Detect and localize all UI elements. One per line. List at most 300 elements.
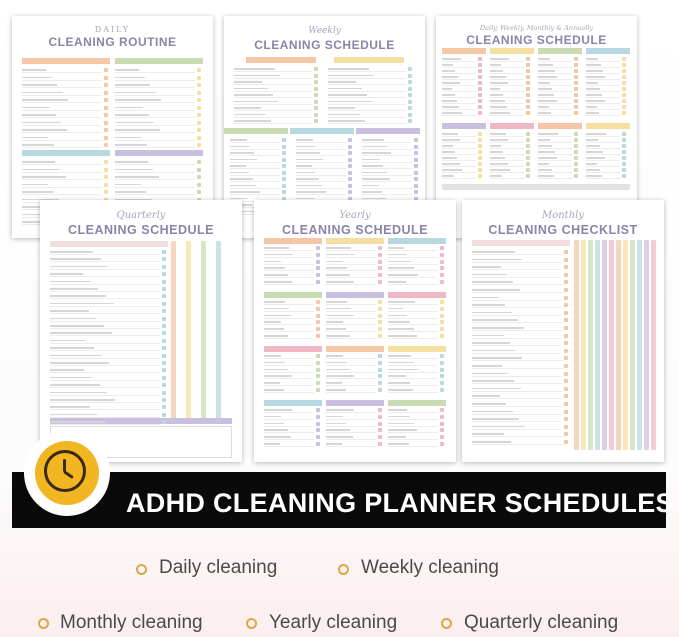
checkbox[interactable] [282, 158, 286, 162]
checkbox[interactable] [378, 300, 382, 304]
checkbox[interactable] [378, 327, 382, 331]
checkbox[interactable] [104, 91, 108, 95]
checkbox[interactable] [564, 265, 568, 269]
checkbox[interactable] [162, 302, 166, 306]
checkbox[interactable] [162, 361, 166, 365]
checkbox[interactable] [316, 300, 320, 304]
checkbox[interactable] [104, 113, 108, 117]
checkbox[interactable] [574, 144, 578, 148]
checkbox[interactable] [162, 420, 166, 424]
checkbox[interactable] [478, 69, 482, 73]
checkbox[interactable] [440, 435, 444, 439]
checkbox[interactable] [478, 105, 482, 109]
task-text-line [326, 274, 350, 276]
checkbox[interactable] [564, 372, 568, 376]
checkbox[interactable] [440, 246, 444, 250]
checkbox[interactable] [478, 75, 482, 79]
checkbox[interactable] [378, 388, 382, 392]
checkbox[interactable] [440, 408, 444, 412]
checkbox[interactable] [316, 415, 320, 419]
checkbox[interactable] [622, 75, 626, 79]
checkbox[interactable] [574, 132, 578, 136]
checkbox[interactable] [564, 417, 568, 421]
checkbox[interactable] [378, 354, 382, 358]
checkbox[interactable] [197, 128, 201, 132]
checkbox[interactable] [162, 317, 166, 321]
checkbox[interactable] [162, 280, 166, 284]
checkbox[interactable] [574, 168, 578, 172]
checkbox[interactable] [316, 314, 320, 318]
checkbox[interactable] [378, 314, 382, 318]
checkbox[interactable] [104, 121, 108, 125]
checkbox[interactable] [378, 246, 382, 250]
checkbox[interactable] [622, 87, 626, 91]
checkbox[interactable] [564, 273, 568, 277]
checkbox[interactable] [414, 151, 418, 155]
checkbox[interactable] [564, 288, 568, 292]
checkbox[interactable] [162, 257, 166, 261]
task-row [296, 138, 346, 143]
task-text-line [472, 289, 520, 291]
checkbox[interactable] [564, 341, 568, 345]
checkbox[interactable] [282, 164, 286, 168]
task-row [50, 376, 160, 381]
checkbox[interactable] [378, 422, 382, 426]
checkbox[interactable] [564, 326, 568, 330]
checkbox[interactable] [526, 144, 530, 148]
checkbox[interactable] [622, 63, 626, 67]
checkbox[interactable] [574, 69, 578, 73]
checkbox[interactable] [622, 81, 626, 85]
checkbox[interactable] [414, 184, 418, 188]
checkbox[interactable] [104, 98, 108, 102]
checkbox[interactable] [440, 388, 444, 392]
checkbox[interactable] [348, 190, 352, 194]
checkbox[interactable] [526, 69, 530, 73]
checkbox[interactable] [574, 174, 578, 178]
checkbox[interactable] [574, 111, 578, 115]
checkbox[interactable] [526, 87, 530, 91]
checkbox[interactable] [104, 143, 108, 147]
checkbox[interactable] [440, 266, 444, 270]
checkbox[interactable] [622, 93, 626, 97]
checkbox[interactable] [478, 174, 482, 178]
task-row [538, 111, 572, 116]
checkbox[interactable] [526, 93, 530, 97]
checkbox[interactable] [316, 280, 320, 284]
checkbox[interactable] [378, 381, 382, 385]
checkbox[interactable] [564, 303, 568, 307]
checkbox[interactable] [574, 156, 578, 160]
checkbox[interactable] [564, 394, 568, 398]
checkbox[interactable] [440, 253, 444, 257]
checkbox[interactable] [316, 246, 320, 250]
checkbox[interactable] [564, 318, 568, 322]
checkbox[interactable] [316, 320, 320, 324]
checkbox[interactable] [622, 111, 626, 115]
checkbox[interactable] [564, 410, 568, 414]
checkbox[interactable] [104, 106, 108, 110]
checkbox[interactable] [162, 250, 166, 254]
checkbox[interactable] [348, 151, 352, 155]
checkbox[interactable] [564, 425, 568, 429]
checkbox[interactable] [348, 184, 352, 188]
checkbox[interactable] [564, 334, 568, 338]
checkbox[interactable] [622, 150, 626, 154]
checkbox[interactable] [378, 374, 382, 378]
checkbox[interactable] [162, 413, 166, 417]
checkbox[interactable] [104, 128, 108, 132]
task-row [538, 99, 572, 104]
checkbox[interactable] [526, 57, 530, 61]
checkbox[interactable] [574, 81, 578, 85]
checkbox[interactable] [162, 265, 166, 269]
task-row [388, 260, 438, 265]
checkbox[interactable] [564, 311, 568, 315]
checkbox[interactable] [282, 177, 286, 181]
checkbox[interactable] [104, 175, 108, 179]
checkbox[interactable] [378, 253, 382, 257]
checkbox[interactable] [197, 143, 201, 147]
checkbox[interactable] [564, 432, 568, 436]
task-text-line [490, 145, 501, 147]
checkbox[interactable] [622, 138, 626, 142]
checkbox[interactable] [314, 74, 318, 78]
checkbox[interactable] [282, 171, 286, 175]
checkbox[interactable] [574, 99, 578, 103]
checkbox[interactable] [622, 57, 626, 61]
checkbox[interactable] [526, 105, 530, 109]
checkbox[interactable] [378, 273, 382, 277]
page-subtitle: Monthly [541, 210, 584, 221]
checkbox[interactable] [378, 368, 382, 372]
checkbox[interactable] [197, 98, 201, 102]
checkbox[interactable] [414, 145, 418, 149]
checkbox[interactable] [348, 158, 352, 162]
checkbox[interactable] [314, 80, 318, 84]
task-row [472, 273, 562, 278]
checkbox[interactable] [197, 68, 201, 72]
checkbox[interactable] [197, 183, 201, 187]
checkbox[interactable] [526, 162, 530, 166]
checkbox[interactable] [440, 368, 444, 372]
checkbox[interactable] [162, 339, 166, 343]
checkbox[interactable] [316, 388, 320, 392]
checkbox[interactable] [162, 368, 166, 372]
checkbox[interactable] [574, 105, 578, 109]
checkbox[interactable] [378, 415, 382, 419]
checkbox[interactable] [316, 435, 320, 439]
checkbox[interactable] [162, 309, 166, 313]
checkbox[interactable] [378, 280, 382, 284]
checkbox[interactable] [440, 354, 444, 358]
checkbox[interactable] [526, 111, 530, 115]
checkbox[interactable] [574, 57, 578, 61]
checkbox[interactable] [526, 168, 530, 172]
checkbox[interactable] [314, 113, 318, 117]
task-row [586, 75, 620, 80]
checkbox[interactable] [316, 334, 320, 338]
checkbox[interactable] [622, 174, 626, 178]
checkbox[interactable] [348, 138, 352, 142]
task-row [490, 57, 524, 62]
checkbox[interactable] [622, 168, 626, 172]
checkbox[interactable] [564, 280, 568, 284]
checkbox[interactable] [564, 402, 568, 406]
checkbox[interactable] [440, 361, 444, 365]
checkbox[interactable] [440, 381, 444, 385]
checkbox[interactable] [574, 150, 578, 154]
checkbox[interactable] [316, 361, 320, 365]
checkbox[interactable] [408, 106, 412, 110]
checkbox[interactable] [408, 67, 412, 71]
checkbox[interactable] [478, 162, 482, 166]
checkbox[interactable] [316, 428, 320, 432]
checkbox[interactable] [414, 158, 418, 162]
checkbox[interactable] [440, 280, 444, 284]
checkbox[interactable] [162, 272, 166, 276]
checkbox[interactable] [564, 296, 568, 300]
checkbox[interactable] [104, 183, 108, 187]
checkbox[interactable] [197, 175, 201, 179]
checkbox[interactable] [414, 164, 418, 168]
task-row [234, 100, 312, 105]
checkbox[interactable] [162, 383, 166, 387]
checkbox[interactable] [378, 260, 382, 264]
checkbox[interactable] [408, 93, 412, 97]
checkbox[interactable] [197, 160, 201, 164]
checkbox[interactable] [574, 93, 578, 97]
checkbox[interactable] [316, 273, 320, 277]
checkbox[interactable] [478, 156, 482, 160]
checkbox[interactable] [440, 422, 444, 426]
checkbox[interactable] [348, 171, 352, 175]
task-text-line [264, 369, 288, 371]
checkbox[interactable] [564, 349, 568, 353]
checkbox[interactable] [526, 75, 530, 79]
checkbox[interactable] [440, 260, 444, 264]
checkbox[interactable] [574, 63, 578, 67]
checkbox[interactable] [162, 324, 166, 328]
checkbox[interactable] [622, 99, 626, 103]
checkbox[interactable] [440, 320, 444, 324]
checkbox[interactable] [197, 106, 201, 110]
checkbox[interactable] [408, 100, 412, 104]
checkbox[interactable] [282, 138, 286, 142]
checkbox[interactable] [282, 190, 286, 194]
checkbox[interactable] [378, 334, 382, 338]
checkbox[interactable] [478, 99, 482, 103]
checkbox[interactable] [440, 307, 444, 311]
checkbox[interactable] [526, 99, 530, 103]
checkbox[interactable] [478, 150, 482, 154]
checkbox[interactable] [378, 408, 382, 412]
checkbox[interactable] [478, 132, 482, 136]
checkbox[interactable] [622, 105, 626, 109]
checkbox[interactable] [282, 184, 286, 188]
checkbox[interactable] [197, 91, 201, 95]
checkbox[interactable] [440, 374, 444, 378]
checkbox[interactable] [478, 168, 482, 172]
checkbox[interactable] [414, 171, 418, 175]
checkbox[interactable] [408, 74, 412, 78]
checkbox[interactable] [162, 287, 166, 291]
checkbox[interactable] [104, 136, 108, 140]
checkbox[interactable] [478, 87, 482, 91]
checkbox[interactable] [378, 428, 382, 432]
checkbox[interactable] [622, 144, 626, 148]
checkbox[interactable] [622, 132, 626, 136]
checkbox[interactable] [316, 374, 320, 378]
checkbox[interactable] [282, 145, 286, 149]
checkbox[interactable] [408, 119, 412, 123]
checkbox[interactable] [316, 354, 320, 358]
checkbox[interactable] [622, 162, 626, 166]
checkbox[interactable] [414, 190, 418, 194]
checkbox[interactable] [197, 136, 201, 140]
task-text-line [50, 392, 107, 394]
checkbox[interactable] [414, 177, 418, 181]
checkbox[interactable] [478, 81, 482, 85]
checkbox[interactable] [564, 364, 568, 368]
checkbox[interactable] [440, 273, 444, 277]
checkbox[interactable] [162, 354, 166, 358]
page-title: CLEANING SCHEDULE [67, 223, 214, 237]
task-row [264, 320, 314, 325]
checkbox[interactable] [574, 75, 578, 79]
checkbox[interactable] [316, 253, 320, 257]
task-row [490, 162, 524, 167]
checkbox[interactable] [316, 327, 320, 331]
checkbox[interactable] [104, 190, 108, 194]
task-row [472, 341, 562, 346]
checkbox[interactable] [104, 160, 108, 164]
checkbox[interactable] [197, 113, 201, 117]
checkbox[interactable] [314, 67, 318, 71]
task-row [586, 174, 620, 179]
checkbox[interactable] [104, 76, 108, 80]
checkbox[interactable] [162, 405, 166, 409]
checkbox[interactable] [408, 87, 412, 91]
checkbox[interactable] [162, 376, 166, 380]
checkbox[interactable] [314, 106, 318, 110]
checkbox[interactable] [316, 266, 320, 270]
checkbox[interactable] [378, 320, 382, 324]
task-row [388, 307, 438, 312]
checkbox[interactable] [316, 260, 320, 264]
checkbox[interactable] [478, 63, 482, 67]
checkbox[interactable] [564, 440, 568, 444]
checkbox[interactable] [622, 69, 626, 73]
task-text-line [50, 251, 93, 253]
checkbox[interactable] [478, 57, 482, 61]
checkbox[interactable] [526, 156, 530, 160]
checkbox[interactable] [378, 266, 382, 270]
checkbox[interactable] [440, 428, 444, 432]
task-row [22, 128, 102, 133]
checkbox[interactable] [162, 294, 166, 298]
checkbox[interactable] [348, 177, 352, 181]
checkbox[interactable] [414, 138, 418, 142]
checkbox[interactable] [104, 83, 108, 87]
checkbox[interactable] [378, 442, 382, 446]
checkbox[interactable] [197, 121, 201, 125]
checkbox[interactable] [564, 258, 568, 262]
day-header [538, 123, 582, 129]
checkbox[interactable] [526, 81, 530, 85]
checkbox[interactable] [564, 356, 568, 360]
checkbox[interactable] [378, 435, 382, 439]
checkbox[interactable] [564, 387, 568, 391]
checkbox[interactable] [197, 168, 201, 172]
task-text-line [442, 106, 459, 108]
checkbox[interactable] [282, 151, 286, 155]
checkbox[interactable] [440, 334, 444, 338]
task-row [388, 428, 438, 433]
checkbox[interactable] [162, 346, 166, 350]
checkbox[interactable] [478, 111, 482, 115]
checkbox[interactable] [574, 138, 578, 142]
checkbox[interactable] [478, 138, 482, 142]
checkbox[interactable] [197, 76, 201, 80]
checkbox[interactable] [197, 83, 201, 87]
checkbox[interactable] [564, 250, 568, 254]
checkbox[interactable] [526, 174, 530, 178]
checkbox[interactable] [564, 379, 568, 383]
checkbox[interactable] [314, 100, 318, 104]
checkbox[interactable] [440, 314, 444, 318]
checkbox[interactable] [348, 164, 352, 168]
task-text-line [538, 139, 550, 141]
checkbox[interactable] [408, 80, 412, 84]
checkbox[interactable] [316, 307, 320, 311]
checkbox[interactable] [316, 381, 320, 385]
checkbox[interactable] [440, 415, 444, 419]
checkbox[interactable] [526, 132, 530, 136]
checkbox[interactable] [440, 327, 444, 331]
checkbox[interactable] [440, 442, 444, 446]
checkbox[interactable] [162, 398, 166, 402]
checkbox[interactable] [314, 119, 318, 123]
checkbox[interactable] [408, 113, 412, 117]
checkbox[interactable] [316, 442, 320, 446]
checkbox[interactable] [622, 156, 626, 160]
checkbox[interactable] [574, 87, 578, 91]
checkbox[interactable] [478, 93, 482, 97]
checkbox[interactable] [440, 300, 444, 304]
checkbox[interactable] [378, 361, 382, 365]
checkbox[interactable] [104, 168, 108, 172]
checkbox[interactable] [316, 422, 320, 426]
checkbox[interactable] [526, 150, 530, 154]
checkbox[interactable] [162, 391, 166, 395]
checkbox[interactable] [574, 162, 578, 166]
checkbox[interactable] [348, 145, 352, 149]
day-header [538, 48, 582, 54]
checkbox[interactable] [316, 368, 320, 372]
task-row [538, 87, 572, 92]
checkbox[interactable] [526, 138, 530, 142]
checkbox[interactable] [314, 93, 318, 97]
checkbox[interactable] [162, 331, 166, 335]
checkbox[interactable] [478, 144, 482, 148]
checkbox[interactable] [104, 68, 108, 72]
checkbox[interactable] [197, 190, 201, 194]
checkbox[interactable] [526, 63, 530, 67]
checkbox[interactable] [316, 408, 320, 412]
checkbox[interactable] [378, 307, 382, 311]
checkbox[interactable] [314, 87, 318, 91]
